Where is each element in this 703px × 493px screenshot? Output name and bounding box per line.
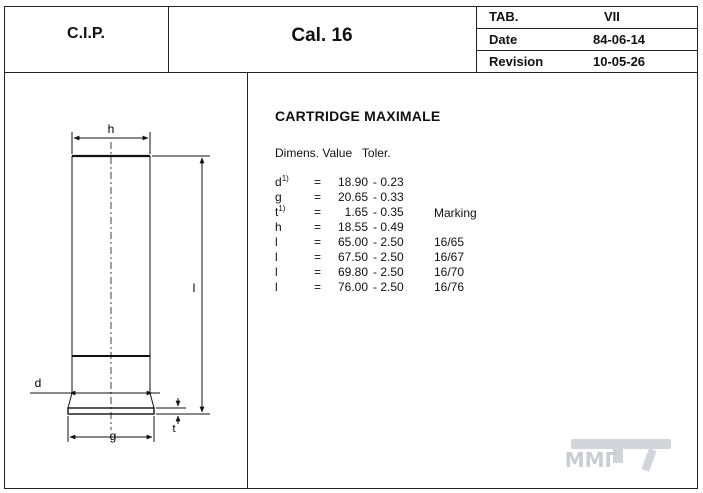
spec-dim: l: [275, 265, 278, 279]
revision-label: Revision: [489, 54, 544, 69]
spec-tolerance: - 0.33: [373, 190, 404, 204]
spec-equals: =: [314, 175, 322, 189]
date-label: Date: [489, 32, 518, 47]
dim-label-t: t: [172, 423, 176, 435]
spec-row: [0, 250, 703, 264]
date-value: 84-06-14: [593, 32, 646, 47]
spec-row: [0, 235, 703, 249]
spec-value: 76.00: [337, 280, 368, 294]
spec-dim: l: [275, 235, 278, 249]
marking-header: Marking: [434, 206, 477, 220]
watermark-logo: [513, 435, 693, 479]
tab-label: TAB.: [489, 9, 519, 24]
spec-value: 65.00: [337, 235, 368, 249]
spec-value: 20.65: [337, 190, 368, 204]
spec-value: 67.50: [337, 250, 368, 264]
spec-value: 18.55: [337, 220, 368, 234]
spec-tolerance: - 0.35: [373, 205, 404, 219]
spec-equals: =: [314, 280, 322, 294]
spec-tolerance: - 2.50: [373, 235, 404, 249]
tab-value: VII: [604, 9, 620, 24]
spec-equals: =: [314, 205, 322, 219]
spec-footnote-mark: 1): [278, 204, 286, 213]
spec-dim: g: [275, 190, 282, 204]
spec-dim: $t^{1)}$: [275, 204, 286, 219]
spec-marking: 16/70: [434, 265, 465, 279]
spec-dim: l: [275, 280, 278, 294]
spec-tolerance: - 2.50: [373, 250, 404, 264]
spec-marking: 16/65: [434, 235, 465, 249]
tab-row-line-1: [476, 28, 698, 29]
spec-equals: =: [314, 220, 322, 234]
spec-row: [0, 220, 703, 234]
dim-label-l: l: [192, 281, 196, 295]
tab-row-line-2: [476, 50, 698, 51]
revision-value: 10-05-26: [593, 54, 646, 69]
spec-equals: =: [314, 190, 322, 204]
spec-dim: l: [275, 250, 278, 264]
spec-title: CARTRIDGE MAXIMALE: [275, 108, 441, 124]
spec-marking: 16/76: [434, 280, 465, 294]
spec-tolerance: - 0.23: [373, 175, 404, 189]
spec-value: 69.80: [337, 265, 368, 279]
spec-tolerance: - 0.49: [373, 220, 404, 234]
watermark-text: ММГ: [564, 448, 618, 472]
dim-label-h: h: [107, 122, 115, 136]
spec-value: 18.90: [337, 175, 368, 189]
spec-equals: =: [314, 250, 322, 264]
header-divider-2: [476, 6, 477, 73]
spec-footnote-mark: 1): [281, 174, 289, 183]
spec-equals: =: [314, 235, 322, 249]
spec-dim: $d^{1)}$: [275, 174, 289, 189]
spec-tolerance: - 2.50: [373, 265, 404, 279]
spec-column-header: Dimens. Value Toler.: [275, 146, 391, 160]
spec-equals: =: [314, 265, 322, 279]
spec-marking: 16/67: [434, 250, 465, 264]
caliber-title: Cal. 16: [291, 25, 353, 46]
spec-value: 1.65: [344, 205, 368, 219]
spec-dim: h: [275, 220, 282, 234]
dim-label-d: d: [34, 376, 42, 390]
spec-row: [0, 265, 703, 279]
spec-row: [0, 190, 703, 204]
spec-tolerance: - 2.50: [373, 280, 404, 294]
spec-row: [0, 175, 703, 189]
spec-row: [0, 280, 703, 294]
spec-row: [0, 205, 703, 219]
org-name: C.I.P.: [67, 25, 105, 42]
dim-label-g: g: [109, 429, 117, 443]
